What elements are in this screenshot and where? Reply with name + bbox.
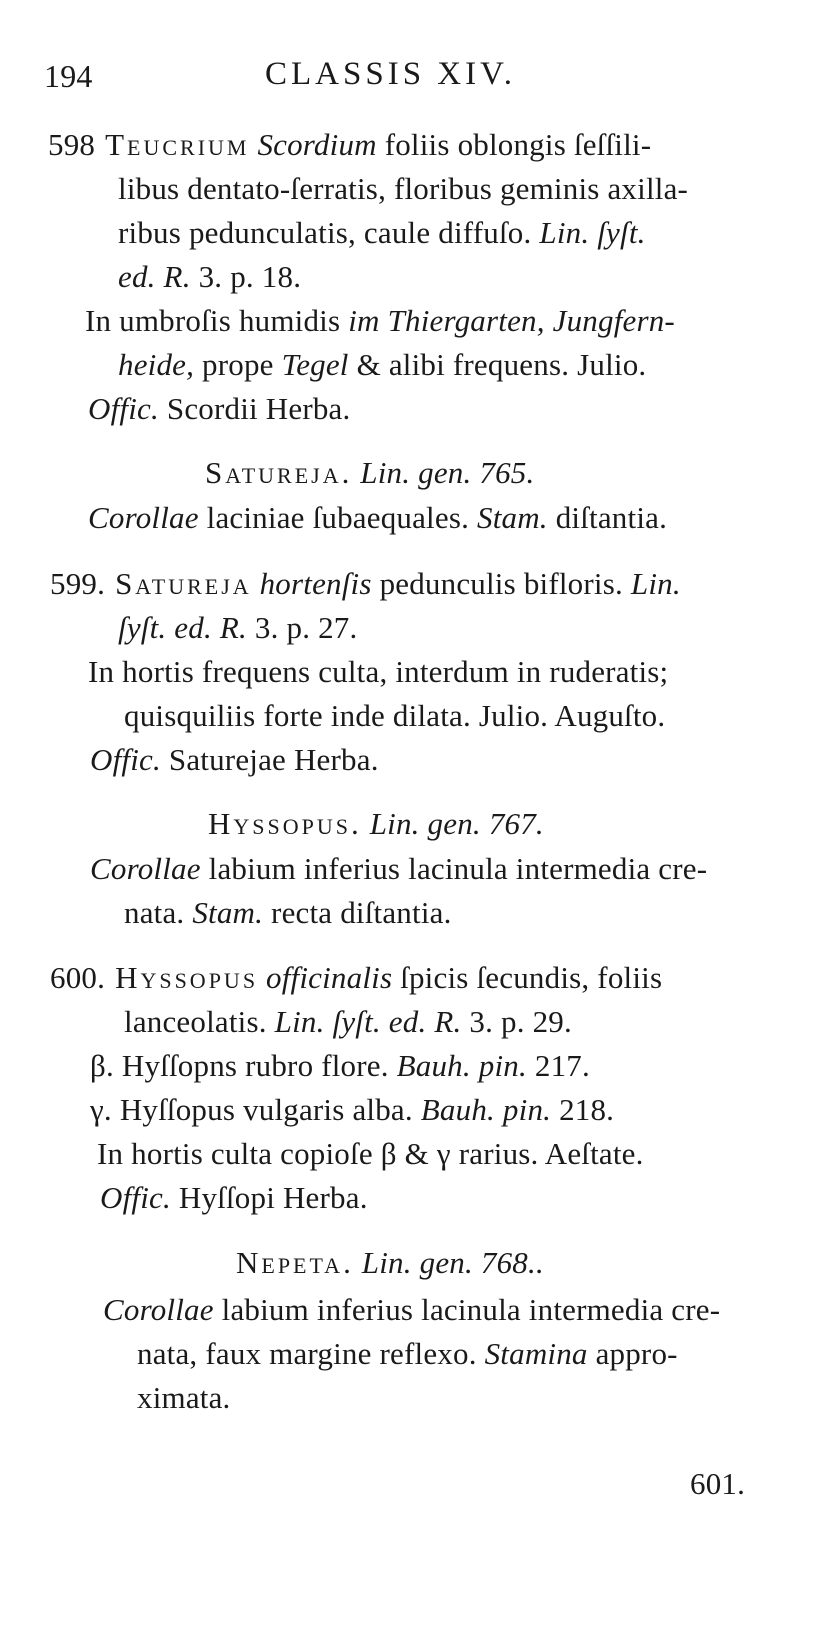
variety-beta: β. Hyſſopns rubro flore. Bauh. pin. 217.: [90, 1048, 590, 1083]
genus-heading: Nepeta. Lin. gen. 768..: [236, 1245, 544, 1280]
reference: Bauh. pin.: [420, 1092, 552, 1127]
running-title: CLASSIS XIV.: [265, 56, 516, 92]
entry-600-line-2: lanceolatis. Lin. ſyſt. ed. R. 3. p. 29.: [124, 1004, 572, 1039]
genus-character-line-2: nata, faux margine reflexo. Stamina appro-: [137, 1336, 678, 1371]
genus-name: Hyssopus: [115, 960, 259, 995]
officinal-line: Offic. Hyſſopi Herba.: [100, 1180, 368, 1215]
entry-number: 599.: [50, 566, 106, 601]
species-name: Scordium: [257, 127, 377, 162]
locality: heide,: [118, 347, 195, 382]
offic-label: Offic.: [88, 391, 159, 426]
habitat-line: In hortis culta copioſe β & γ rarius. Aeſtate.: [97, 1136, 644, 1171]
variety-gamma: γ. Hyſſopus vulgaris alba. Bauh. pin. 218.: [90, 1092, 615, 1127]
entry-number: 598: [48, 127, 96, 162]
variety-mark: β.: [90, 1048, 114, 1083]
entry-598-line-1: 598 Teucrium Scordium foliis oblongis ſeſſili-: [48, 127, 652, 162]
entry-599-line-2: ſyſt. ed. R. 3. p. 27.: [118, 610, 358, 645]
habitat-line-1: In umbroſis humidis im Thiergarten, Jungfern-: [85, 303, 675, 338]
reference: Lin. ſyſt. ed. R.: [274, 1004, 462, 1039]
entry-598-line-4: ed. R. 3. p. 18.: [118, 259, 302, 294]
genus-name: Teucrium: [105, 127, 250, 162]
locality: im Thiergarten,: [348, 303, 545, 338]
locality: Jungfern-: [552, 303, 675, 338]
officinal-line: Offic. Scordii Herba.: [88, 391, 351, 426]
entry-599-line-1: 599. Satureja hortenſis pedunculis bifloris. Lin.: [50, 566, 681, 601]
reference: Lin.: [630, 566, 681, 601]
genus-character: Corollae laciniae ſubaequales. Stam. diſtantia.: [88, 500, 668, 535]
officinal-line: Offic. Saturejae Herba.: [90, 742, 379, 777]
genus-name: Satureja: [115, 566, 252, 601]
offic-label: Offic.: [90, 742, 161, 777]
genus-heading: Hyssopus. Lin. gen. 767.: [208, 806, 544, 841]
page-number: 194: [44, 58, 93, 94]
catchword: 601.: [690, 1466, 746, 1501]
habitat-line-2: heide, prope Tegel & alibi frequens. Julio.: [118, 347, 647, 382]
genus-character-line-3: ximata.: [137, 1380, 231, 1415]
habitat-line-1: In hortis frequens culta, interdum in ruderatis;: [88, 654, 669, 689]
habitat-line-2: quisquiliis forte inde dilata. Julio. Auguſto.: [124, 698, 666, 733]
reference: Lin. ſyſt.: [539, 215, 646, 250]
genus-character-line-1: Corollae labium inferius lacinula intermedia cre-: [90, 851, 708, 886]
genus-heading: Satureja. Lin. gen. 765.: [205, 455, 535, 490]
genus-character-line-1: Corollae labium inferius lacinula intermedia cre-: [103, 1292, 721, 1327]
entry-600-line-1: 600. Hyssopus officinalis ſpicis ſecundis, foliis: [50, 960, 663, 995]
entry-598-line-3: ribus pedunculatis, caule diffuſo. Lin. ſyſt.: [118, 215, 646, 250]
genus-character-line-2: nata. Stam. recta diſtantia.: [124, 895, 452, 930]
reference: ed. R.: [118, 259, 191, 294]
variety-mark: γ.: [90, 1092, 112, 1127]
species-name: officinalis: [266, 960, 393, 995]
species-name: hortenſis: [259, 566, 372, 601]
offic-label: Offic.: [100, 1180, 171, 1215]
reference: Bauh. pin.: [396, 1048, 527, 1083]
locality: Tegel: [281, 347, 349, 382]
entry-598-line-2: libus dentato-ſerratis, floribus geminis axilla-: [118, 171, 689, 206]
reference: ſyſt. ed. R.: [118, 610, 247, 645]
entry-number: 600.: [50, 960, 106, 995]
